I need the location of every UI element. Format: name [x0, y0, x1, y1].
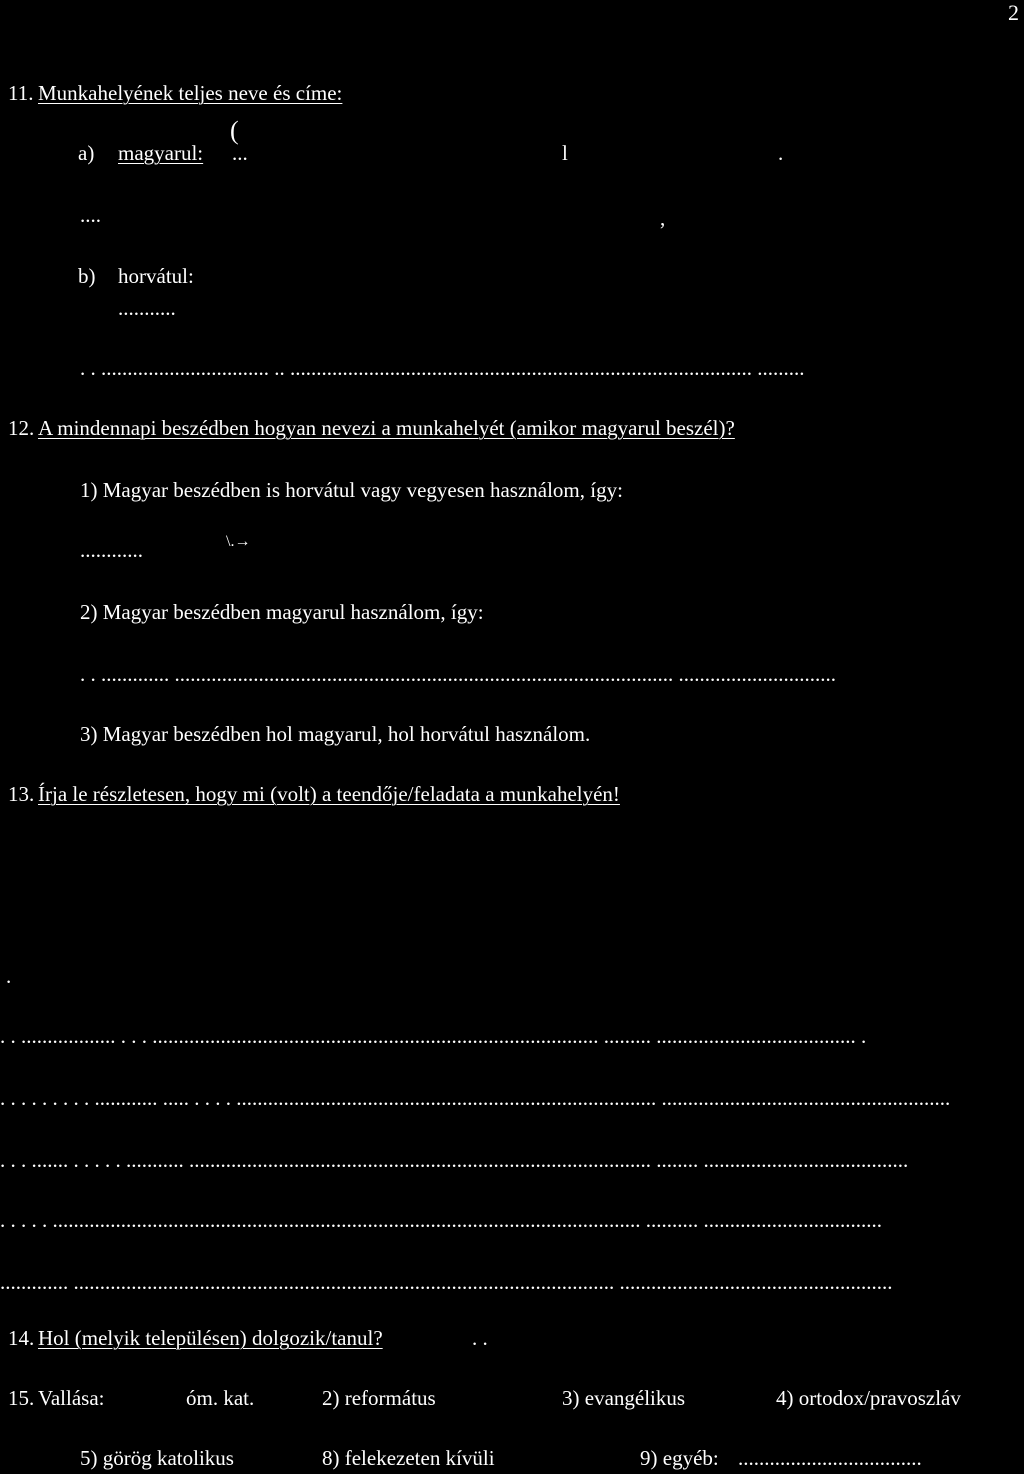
question-label: Vallása: [38, 1386, 105, 1410]
option-2: 2) Magyar beszédben magyarul használom, így: [80, 600, 484, 624]
question-number: 15. [8, 1386, 35, 1410]
answer-dots: . . [472, 1326, 488, 1350]
option-1: 1) Magyar beszédben is horvátul vagy vegyesen használom, így: [80, 478, 623, 502]
answer-dots: ... [232, 141, 248, 165]
answer-line: . . ............. ............................................................................................... .............................. [80, 664, 836, 685]
answer-line: ............. ....................................................................................................... .................................................... [0, 1272, 893, 1293]
question-number: 13. [8, 782, 35, 806]
option-text: magyarul: [118, 141, 204, 165]
option-label: b) [78, 264, 96, 288]
page-number: 2 [1008, 0, 1019, 25]
religion-option-2: 2) református [322, 1386, 436, 1410]
answer-line: . . . ....... . . . . . ........... ........................................................................................ ........ ....................................... [0, 1150, 909, 1171]
answer-dots: ............ [80, 538, 143, 562]
religion-option-4: 4) ortodox/pravoszláv [776, 1386, 961, 1410]
pen-mark: ( [230, 116, 239, 145]
answer-line: . . ................................ .. ........................................................................................ ......... [80, 358, 805, 379]
option-label: a) [78, 141, 95, 165]
religion-option-5: 5) görög katolikus [80, 1446, 234, 1470]
question-number: 11. [8, 81, 34, 105]
religion-option-1: óm. kat. [186, 1386, 255, 1410]
answer-dots: ................................... [738, 1448, 922, 1469]
pen-mark: . [778, 141, 784, 165]
question-title: Munkahelyének teljes neve és címe: [38, 81, 343, 105]
question-number: 12. [8, 416, 35, 440]
answer-line: . . .................. . . . ..................................................................................... ......... ...................................... . [0, 1026, 867, 1047]
answer-dots: ........... [118, 296, 176, 320]
pen-mark: \.→ [226, 533, 251, 550]
question-title: A mindennapi beszédben hogyan nevezi a munkahelyét (amikor magyarul beszél)? [38, 416, 735, 440]
pen-mark: , [660, 206, 666, 230]
option-text: horvátul: [118, 264, 194, 288]
answer-line: . . . . . ................................................................................................................ .......... .................................. [0, 1210, 882, 1231]
question-title: Hol (melyik településen) dolgozik/tanul? [38, 1326, 383, 1350]
pen-mark: l [562, 141, 568, 165]
religion-option-8: 8) felekezeten kívüli [322, 1446, 495, 1470]
religion-option-9: 9) egyéb: [640, 1446, 719, 1470]
answer-dots: .... [80, 203, 101, 227]
question-number: 14. [8, 1326, 35, 1350]
answer-line: . . . . . . . . . ............ ..... . . . . ................................................................................ ....................................................... [0, 1088, 951, 1109]
option-3: 3) Magyar beszédben hol magyarul, hol horvátul használom. [80, 722, 591, 746]
question-title: Írja le részletesen, hogy mi (volt) a teendője/feladata a munkahelyén! [38, 782, 620, 806]
pen-mark: . [6, 964, 12, 988]
religion-option-3: 3) evangélikus [562, 1386, 686, 1410]
